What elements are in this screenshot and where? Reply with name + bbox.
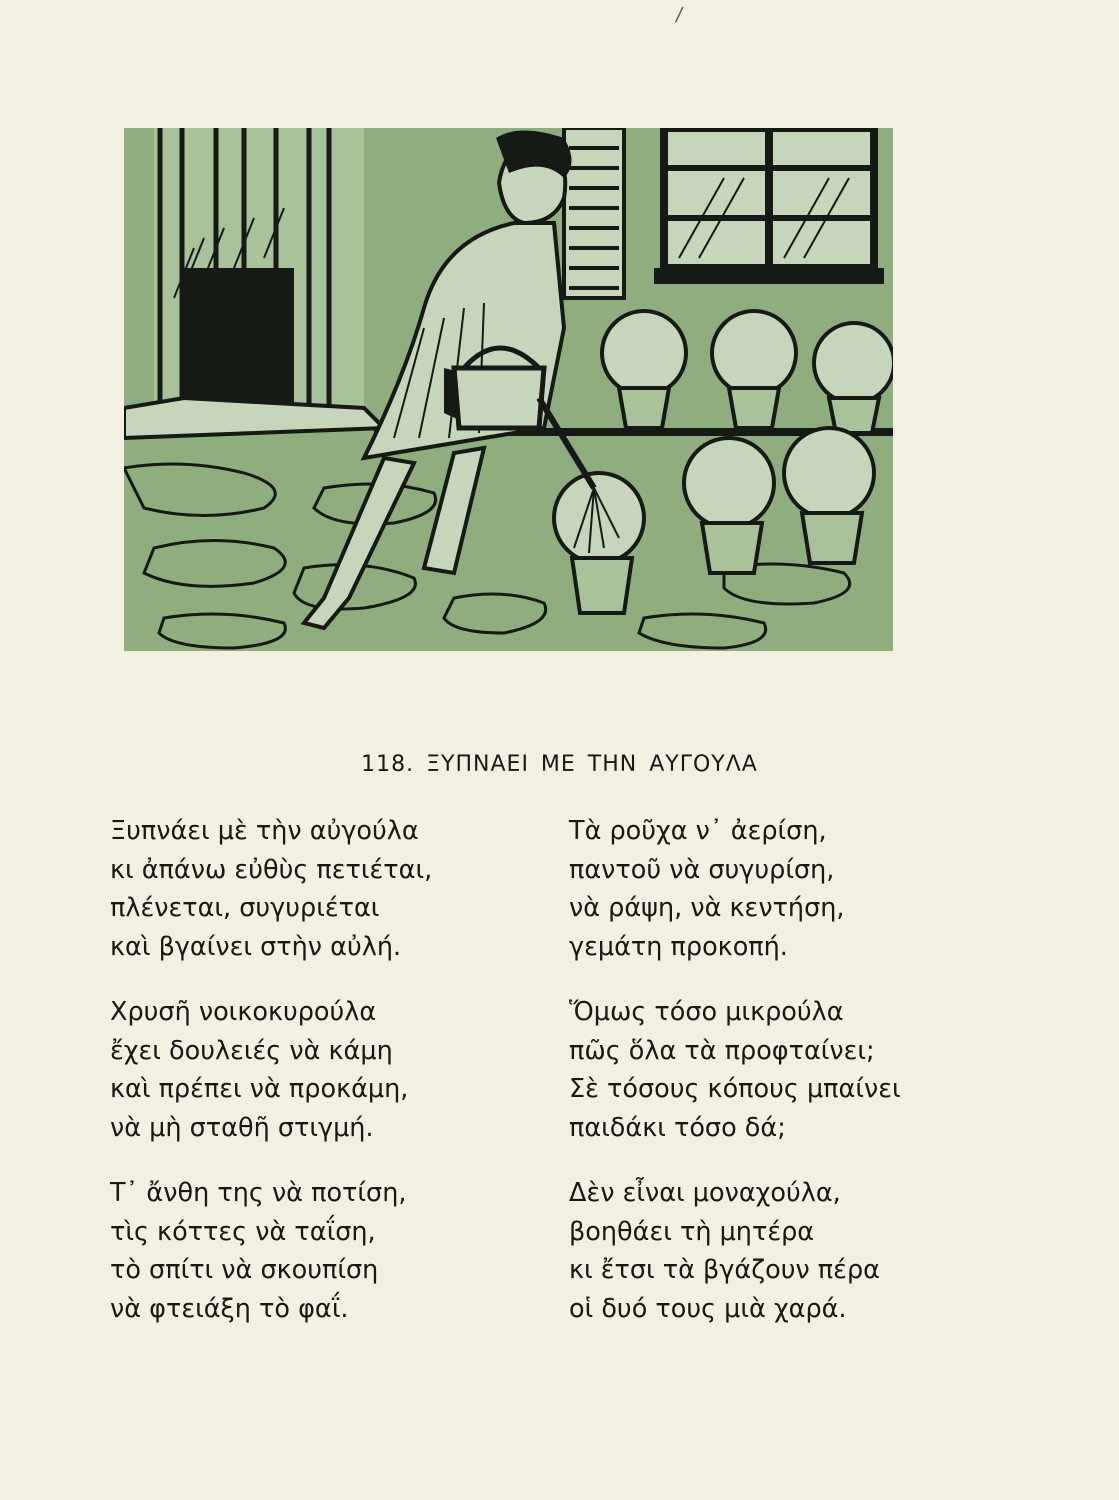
poem-line: τὸ σπίτι νὰ σκουπίση	[110, 1255, 379, 1286]
page-corner-mark: /	[674, 1, 685, 27]
poem-title: 118. ΞΥΠΝΑΕΙ ΜΕ ΤΗΝ ΑΥΓΟΥΛΑ	[361, 752, 758, 777]
poem-line: Σὲ τόσους κόπους μπαίνει	[569, 1074, 901, 1105]
poem-line: πῶς ὅλα τὰ προφταίνει;	[569, 1035, 875, 1066]
poem-line: οἱ δυό τους μιὰ χαρά.	[569, 1294, 847, 1325]
poem-line: κι ἔτσι τὰ βγάζουν πέρα	[569, 1255, 880, 1286]
poem-line: νὰ ράψη, νὰ κεντήση,	[569, 893, 845, 924]
poem-line: τὶς κόττες νὰ ταΐση,	[110, 1216, 376, 1247]
poem-line: καὶ πρέπει νὰ προκάμη,	[110, 1074, 409, 1105]
doorway	[124, 128, 384, 438]
poem-line: παντοῦ νὰ συγυρίση,	[569, 854, 835, 885]
stanza-5	[569, 993, 901, 1148]
poem-line: Δὲν εἶναι μοναχούλα,	[569, 1178, 841, 1208]
stanza-2	[110, 993, 408, 1148]
poem-line: πλένεται, συγυριέται	[110, 893, 380, 924]
window-with-shutters	[564, 128, 884, 298]
potted-plants-back-row	[602, 311, 893, 433]
poem-line: Ὅμως τόσο μικρούλα	[569, 997, 844, 1027]
poem-line: κι ἀπάνω εὐθὺς πετιέται,	[110, 854, 433, 885]
poem-line: παιδάκι τόσο δά;	[569, 1113, 786, 1144]
poem-line: νὰ φτειάξη τὸ φαΐ.	[110, 1294, 349, 1325]
poem-line: Ξυπνάει μὲ τὴν αὐγούλα	[110, 816, 419, 846]
poem-line: Χρυσῆ νοικοκυρούλα	[110, 997, 377, 1027]
poem-line: ἔχει δουλειές νὰ κάμη	[110, 1035, 393, 1066]
stanza-3	[110, 1174, 406, 1329]
poem-line: νὰ μὴ σταθῆ στιγμή.	[110, 1113, 374, 1144]
poem-line: καὶ βγαίνει στὴν αὐλή.	[110, 932, 402, 963]
poem-line: Τ᾿ ἄνθη της νὰ ποτίση,	[110, 1178, 407, 1208]
illustration-girl-watering-plants	[124, 128, 893, 651]
woodcut-illustration-svg	[124, 128, 893, 651]
poem-line: βοηθάει τὴ μητέρα	[569, 1216, 815, 1247]
stanza-4	[569, 812, 845, 967]
stanza-6	[569, 1174, 880, 1329]
poem-line: Τὰ ροῦχα ν᾿ ἀερίση,	[569, 816, 827, 846]
poem-line: γεμάτη προκοπή.	[569, 932, 788, 963]
stanza-1	[110, 812, 432, 967]
